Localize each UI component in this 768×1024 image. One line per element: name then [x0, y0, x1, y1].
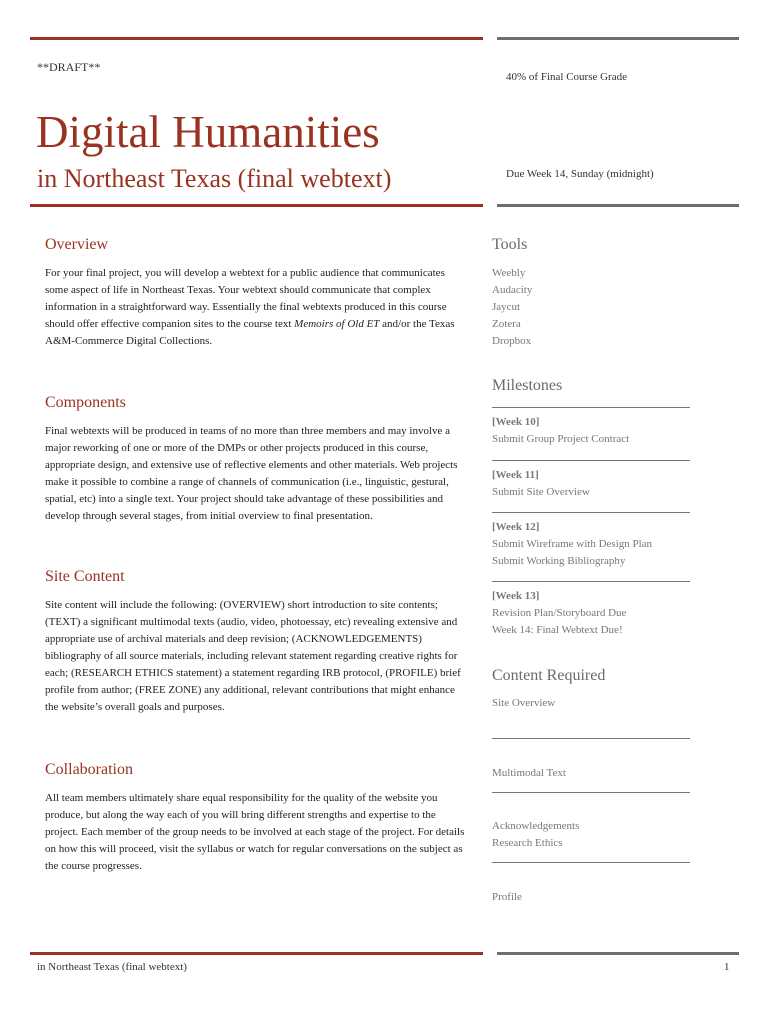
- milestone-week-label: [Week 13]: [492, 590, 540, 602]
- overview-text: [45, 265, 467, 350]
- collaboration-section: [45, 757, 467, 875]
- footer-rule-right: [497, 952, 739, 955]
- tool-item: Dropbox: [492, 335, 532, 347]
- top-rule-right: [497, 37, 739, 40]
- site-content-section: [45, 564, 467, 716]
- header-rule-right: [497, 204, 739, 207]
- milestone-week-10: [492, 408, 692, 460]
- tools-heading: Tools: [492, 236, 528, 253]
- overview-heading: Overview: [45, 236, 109, 253]
- content-required-section: [492, 663, 692, 906]
- required-group: [492, 739, 692, 792]
- milestone-item: Submit Working Bibliography: [492, 555, 626, 567]
- page-number: 1: [724, 961, 730, 973]
- tool-item: Jaycut: [492, 301, 521, 313]
- milestone-week-label: [Week 10]: [492, 416, 540, 428]
- tool-item: Zotera: [492, 318, 521, 330]
- due-date: Due Week 14, Sunday (midnight): [506, 168, 654, 180]
- required-item: Multimodal Text: [492, 767, 566, 779]
- required-item: Acknowledgements: [492, 820, 580, 832]
- content-required-heading: Content Required: [492, 667, 606, 684]
- collaboration-heading: Collaboration: [45, 761, 133, 778]
- milestones-heading: Milestones: [492, 377, 563, 394]
- milestone-week-label: [Week 12]: [492, 521, 540, 533]
- milestone-item: Submit Group Project Contract: [492, 433, 630, 445]
- site-content-heading: Site Content: [45, 568, 125, 585]
- tools-section: [492, 232, 532, 350]
- page-title: Digital Humanities: [36, 107, 380, 157]
- components-text: Final webtexts will be produced in teams of no more than three members and may involve a major reworking of one or more of the DMPs or other projects produced in this course, appropriate design, and extensive use of reflective elements and other materials. Web projects make it possible to combine a range of channels of communication (i.e., linguistic, gestural, spatial, etc) into a single text. Your project should take advantage of these possibilities and develop through several stages, from initial overview to final presentation.: [45, 425, 458, 522]
- milestone-week-label: [Week 11]: [492, 469, 539, 481]
- milestone-item: Submit Wireframe with Design Plan: [492, 538, 653, 550]
- milestone-item: Week 14: Final Webtext Due!: [492, 624, 623, 636]
- required-group: [492, 863, 692, 906]
- overview-book-title: Memoirs of Old ET: [294, 318, 380, 330]
- required-group: [492, 793, 692, 862]
- milestone-item: Submit Site Overview: [492, 486, 590, 498]
- milestone-week-13: [492, 582, 692, 639]
- top-rule-left: [30, 37, 483, 40]
- required-group: [492, 689, 692, 738]
- required-item: Site Overview: [492, 697, 556, 709]
- footer-text: in Northeast Texas (final webtext): [37, 961, 187, 973]
- footer-rule-left: [30, 952, 483, 955]
- milestone-item: Revision Plan/Storyboard Due: [492, 607, 627, 619]
- milestones-section: [492, 373, 692, 639]
- required-item: Research Ethics: [492, 837, 563, 849]
- overview-text-a: For your final project, you will develop a webtext for a public audience that communicates some aspect of life in Northeast Texas. Your webtext should communicate that complex information in a straightforward way. Essentially the final webtexts produced in this course should offer effective companion sites to the course text: [45, 267, 447, 330]
- header-rule-left: [30, 204, 483, 207]
- overview-text-b: and/or the Texas A&M-Commerce Digital Collections.: [45, 318, 455, 347]
- milestone-week-11: [492, 461, 692, 512]
- required-item: Profile: [492, 891, 522, 903]
- site-content-text: Site content will include the following: (OVERVIEW) short introduction to site contents; (TEXT) a significant multimodal texts (audio, video, photoessay, etc) revealing extensive and appropriate use of archival materials and deep revision; (ACKNOWLEDGEMENTS) bibliography of all source materials, including relevant statement regarding creative rights for each; (RESEARCH ETHICS statement) a statement regarding IRB protocol, (PROFILE) brief profile from author; (FREE ZONE) any additional, relevant contributions that might enhance the website’s overall goals and purposes.: [45, 599, 461, 713]
- components-section: [45, 390, 467, 525]
- draft-label: **DRAFT**: [37, 60, 101, 74]
- overview-section: [45, 232, 467, 350]
- components-heading: Components: [45, 394, 126, 411]
- page-subtitle: in Northeast Texas (final webtext): [37, 164, 392, 193]
- collaboration-text: All team members ultimately share equal responsibility for the quality of the website you produce, but along the way each of you will bring different strengths and expertise to the project. Each member of the group needs to be involved at each stage of the project. For details on how this will proceed, visit the syllabus or watch for regular conversations on the subject as the course progresses.: [45, 792, 465, 872]
- tool-item: Audacity: [492, 284, 533, 296]
- milestone-week-12: [492, 513, 692, 581]
- tool-item: Weebly: [492, 267, 526, 279]
- grade-label: 40% of Final Course Grade: [506, 71, 627, 83]
